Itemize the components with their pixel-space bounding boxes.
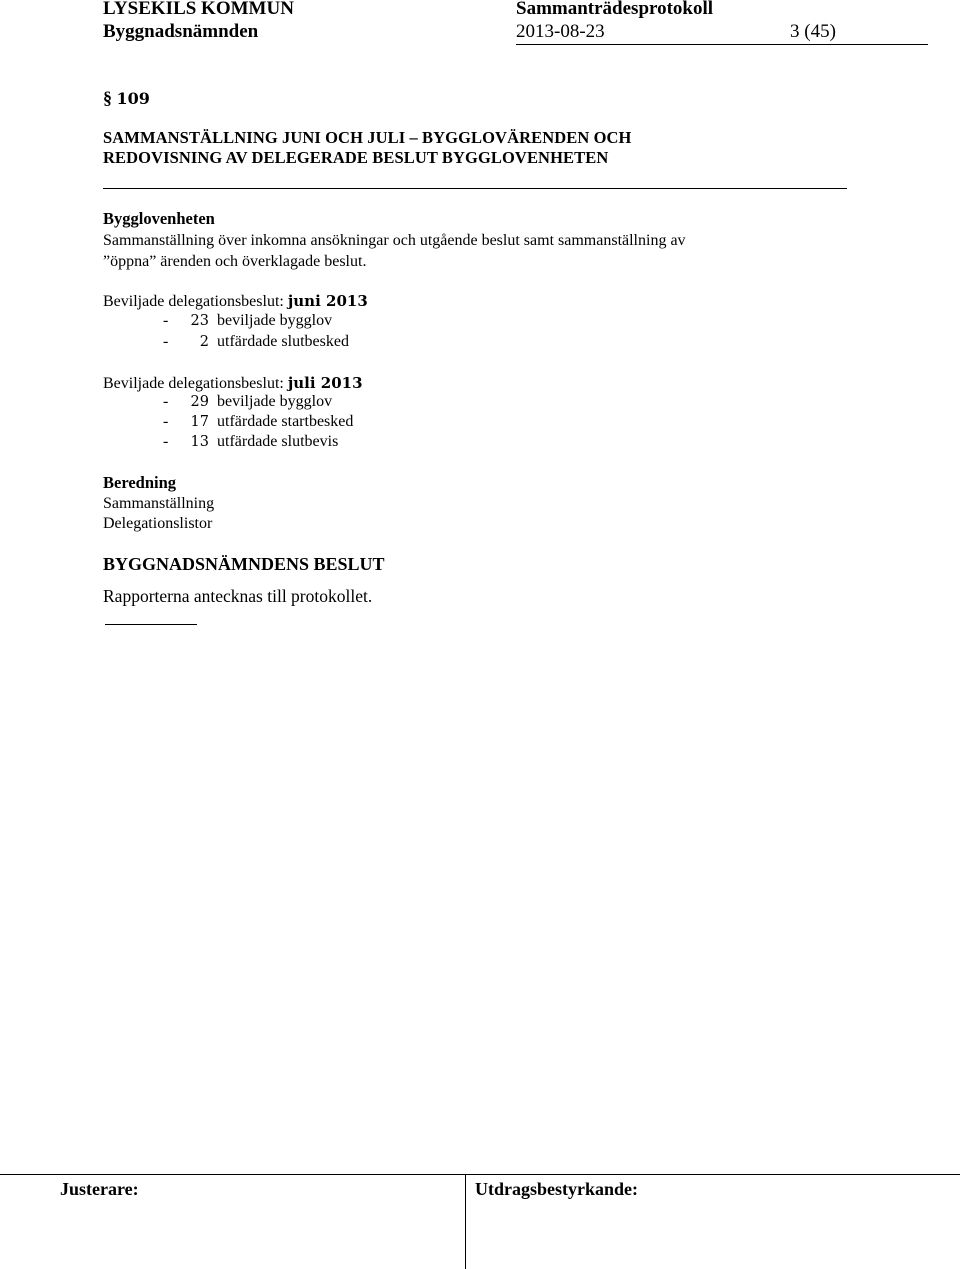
june-label-text: Beviljade delegationsbeslut: (103, 293, 288, 310)
beredning-title: Beredning (103, 473, 177, 492)
list-count: 13 (190, 434, 209, 450)
list-text: utfärdade startbesked (217, 413, 354, 430)
june-period: juni 2013 (287, 292, 368, 310)
list-item (163, 433, 338, 451)
document-type: Sammanträdesprotokoll (516, 0, 714, 19)
decision-text: Rapporterna antecknas till protokollet. (103, 586, 373, 606)
list-text: utfärdade slutbesked (217, 333, 349, 350)
intro-line2: ”öppna” ärenden och överklagade beslut. (103, 253, 367, 270)
utdragsbestyrkande-label: Utdragsbestyrkande: (475, 1179, 639, 1199)
list-dash: - (163, 333, 169, 350)
meeting-date: 2013-08-23 (516, 21, 605, 42)
july-label (103, 373, 363, 394)
list-dash: - (163, 433, 169, 450)
intro-line1: Sammanställning över inkomna ansökningar och utgående beslut samt sammanställning av (103, 232, 686, 249)
july-period: juli 2013 (287, 374, 363, 392)
list-count: 23 (190, 313, 209, 329)
end-rule (105, 624, 197, 625)
justerare-label: Justerare: (60, 1179, 139, 1199)
list-dash: - (163, 312, 169, 329)
header-rule (516, 44, 928, 45)
page-number: 3 (45) (790, 21, 836, 42)
list-item (163, 413, 353, 431)
list-item (163, 333, 349, 351)
paragraph-sign: § (103, 88, 112, 108)
list-dash: - (163, 393, 169, 410)
section-number-value: 109 (116, 89, 150, 108)
decision-title: BYGGNADSNÄMNDENS BESLUT (103, 554, 385, 574)
footer-divider (465, 1174, 466, 1269)
heading-rule (103, 188, 847, 189)
june-label (103, 291, 368, 312)
list-text: beviljade bygglov (217, 312, 333, 329)
section-heading-line2: REDOVISNING AV DELEGERADE BESLUT BYGGLOVENHETEN (103, 148, 609, 167)
list-text: beviljade bygglov (217, 393, 333, 410)
intro-title: Bygglovenheten (103, 209, 215, 228)
list-item (163, 312, 332, 330)
list-count: 17 (190, 414, 209, 430)
section-heading-line1: SAMMANSTÄLLNING JUNI OCH JULI – BYGGLOVÄRENDEN OCH (103, 128, 632, 147)
july-label-text: Beviljade delegationsbeslut: (103, 375, 288, 392)
list-count: 2 (199, 334, 209, 350)
list-dash: - (163, 413, 169, 430)
list-count: 29 (190, 394, 209, 410)
section-number (103, 88, 150, 109)
organization-name: LYSEKILS KOMMUN (103, 0, 294, 19)
committee-name: Byggnadsnämnden (103, 21, 259, 42)
list-text: utfärdade slutbevis (217, 433, 339, 450)
beredning-item: Sammanställning (103, 495, 215, 512)
list-item (163, 393, 332, 411)
footer-rule (0, 1174, 960, 1175)
beredning-item: Delegationslistor (103, 515, 213, 532)
